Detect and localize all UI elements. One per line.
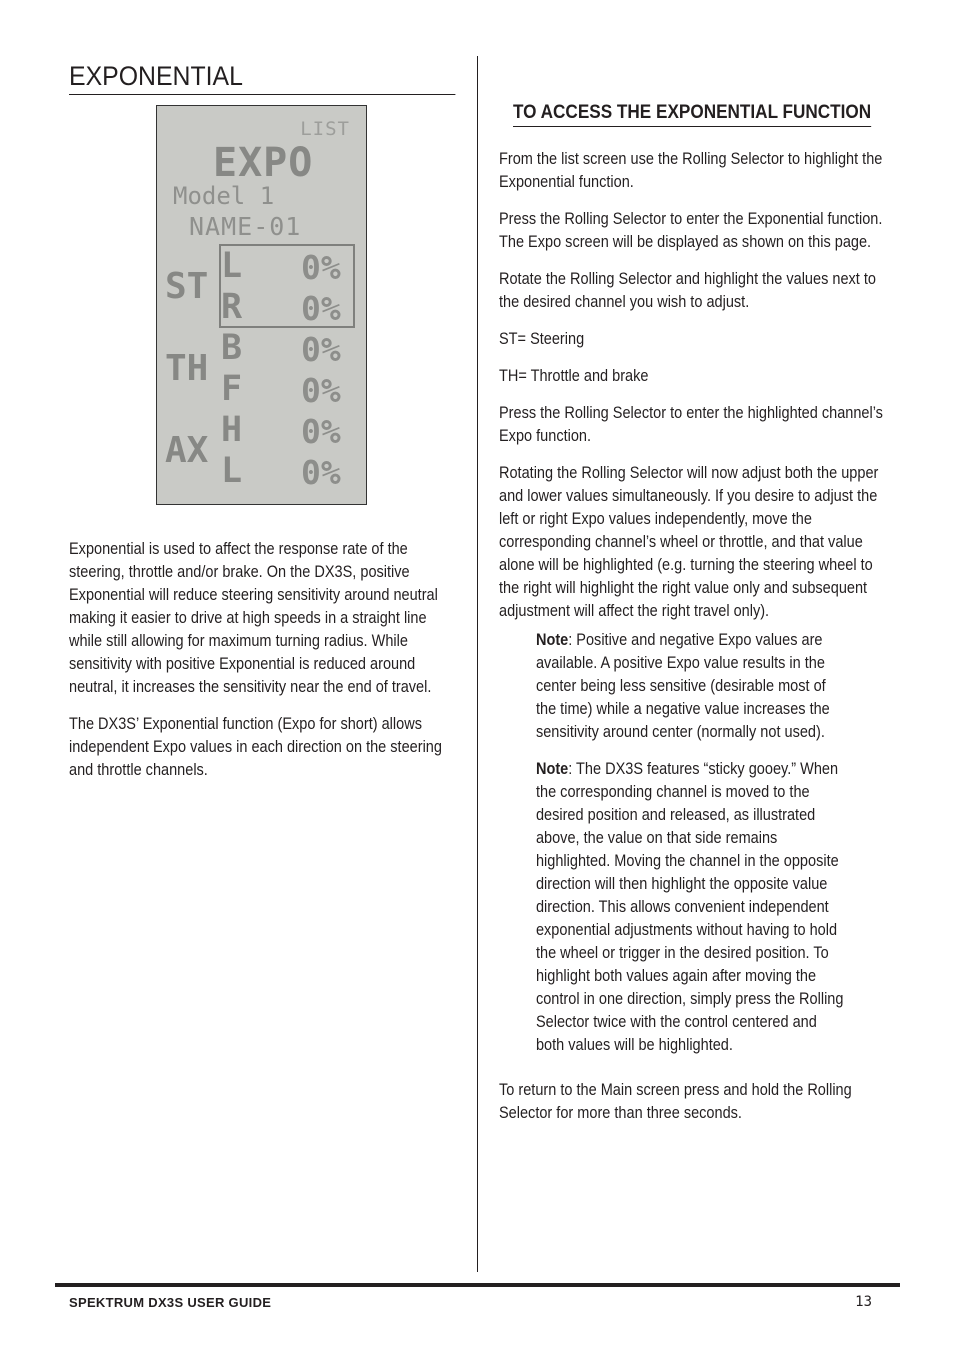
- lcd-channel-label: ST: [165, 266, 209, 307]
- paragraph: Press the Rolling Selector to enter the highlighted channel’s Expo function.: [499, 404, 883, 445]
- lcd-list-label: LIST: [300, 118, 350, 140]
- paragraph: TH= Throttle and brake: [499, 367, 649, 385]
- note-text: : Positive and negative Expo values are available. A positive Expo value results in the center being less sensitive (desirable most of the time) while a negative value increases the sensitivity around center (normally not used).: [535, 631, 830, 741]
- lcd-direction: H: [221, 410, 243, 450]
- section-subtitle: TO ACCESS THE EXPONENTIAL FUNCTION: [513, 100, 871, 127]
- paragraph: The DX3S’ Exponential function (Expo for short) allows independent Expo values in each direction on the steering and throttle channels.: [69, 715, 442, 779]
- lcd-direction: R: [221, 287, 243, 327]
- lcd-direction: F: [221, 369, 243, 409]
- lcd-value: 0%: [301, 289, 341, 328]
- page-title: EXPONENTIAL: [69, 60, 455, 95]
- note-1: [536, 629, 844, 744]
- lcd-channel-label: TH: [165, 348, 209, 389]
- note-text: : The DX3S features “sticky gooey.” When the corresponding channel is moved to the desired position and released, as illustrated above, the value on that side remains highlighted. Moving the channel in the opposite direction will then highlight the opposite value direction. This allows convenient independent exponential adjustments without having to hold the wheel or trigger in the desired position. To highlight both values again after moving the control in one direction, simply press the Rolling Selector twice with the control centered and both values will be highlighted.: [535, 760, 844, 1054]
- paragraph: Exponential is used to affect the response rate of the steering, throttle and/or brake. On the DX3S, positive Exponential will reduce steering sensitivity around neutral making it easier to drive at high speeds in a straight line while still allowing for maximum turning radius. While sensitivity with positive Exponential is reduced around neutral, it increases the sensitivity near the end of travel.: [69, 540, 438, 696]
- left-column: [69, 60, 455, 779]
- note-2: [536, 758, 844, 1057]
- lcd-value: 0%: [301, 330, 341, 369]
- left-body: [69, 538, 459, 796]
- lcd-direction: B: [221, 328, 243, 368]
- footer-rule: [55, 1283, 900, 1287]
- lcd-model: Model 1: [173, 182, 275, 210]
- paragraph: ST= Steering: [499, 330, 585, 348]
- right-body: [499, 148, 895, 1139]
- lcd-value: 0%: [301, 412, 341, 451]
- note-label: Note: [535, 760, 569, 778]
- lcd-value: 0%: [301, 248, 341, 287]
- paragraph: Rotate the Rolling Selector and highlight the values next to the desired channel you wish to adjust.: [499, 270, 876, 311]
- lcd-name: NAME-01: [189, 212, 302, 241]
- paragraph: Press the Rolling Selector to enter the Exponential function. The Expo screen will be displayed as shown on this page.: [499, 210, 883, 251]
- paragraph: Rotating the Rolling Selector will now adjust both the upper and lower values simultaneously. If you desire to adjust the left or right Expo values independently, move the corresponding channel’s wheel or throttle, and that value alone will be highlighted (e.g. turning the steering wheel to the right will highlight the right value only and subsequent adjustment will affect the right travel only).: [499, 464, 879, 620]
- lcd-direction: L: [221, 451, 243, 491]
- lcd-value: 0%: [301, 453, 341, 492]
- lcd-channel-label: AX: [165, 430, 209, 471]
- page-number: 13: [855, 1294, 872, 1310]
- lcd-value: 0%: [301, 371, 341, 410]
- closing-paragraph: To return to the Main screen press and hold the Rolling Selector for more than three seconds.: [499, 1081, 852, 1122]
- note-label: Note: [535, 631, 569, 649]
- lcd-direction: L: [221, 246, 243, 286]
- column-divider: [477, 56, 478, 1272]
- paragraph: From the list screen use the Rolling Selector to highlight the Exponential function.: [499, 150, 883, 191]
- footer-guide-title: SPEKTRUM DX3S USER GUIDE: [69, 1295, 272, 1310]
- lcd-screen-image: [156, 105, 367, 505]
- lcd-screen-title: EXPO: [213, 140, 314, 186]
